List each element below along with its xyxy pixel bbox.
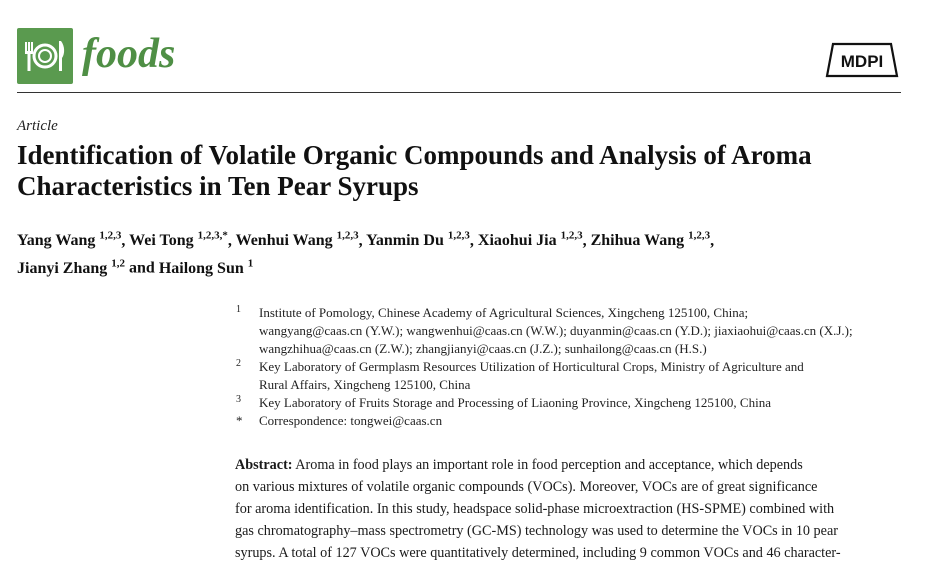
affiliation-line: Key Laboratory of Germplasm Resources Utilization of Horticultural Crops, Ministry of Agriculture and [259,359,804,374]
author[interactable]: Wenhui Wang $^{1,2,3}$ [235,230,359,250]
author[interactable]: Zhihua Wang $^{1,2,3}$ [590,230,711,250]
abstract [235,454,903,564]
correspondence-email[interactable]: Correspondence: tongwei@caas.cn [259,413,443,428]
correspondence [234,412,914,430]
author[interactable]: Wei Tong $^{1,2,3,*}$ [129,230,228,250]
publisher-name: MDPI [840,52,884,71]
abstract-line: for aroma identification. In this study, headspace solid-phase microextraction (HS-SPME) combined with [235,501,835,517]
affiliation-marker: 2 [236,358,241,369]
affiliation-line: Key Laboratory of Fruits Storage and Processing of Liaoning Province, Xingcheng 125100, China [259,395,771,410]
affiliation-marker: 3 [236,394,241,405]
foods-logo-icon [17,28,73,84]
author[interactable]: Yang Wang $^{1,2,3}$ [17,230,122,250]
correspondence-marker: * [236,413,243,428]
mdpi-logo-icon [825,42,899,83]
affiliation-emails[interactable]: wangyang@caas.cn (Y.W.); wangwenhui@caas.cn (W.W.); duyanmin@caas.cn (Y.D.); jiaxiaohui@caas.cn (X.J.); [259,323,853,338]
abstract-label: Abstract: [235,457,293,473]
header-divider [17,92,901,93]
affiliation-line: Rural Affairs, Xingcheng 125100, China [259,377,471,392]
abstract-line: Aroma in food plays an important role in food perception and acceptance, which depends [295,457,803,473]
article-title: Identification of Volatile Organic Compounds and Analysis of Aroma Characteristics in Ten Pear Syrups [17,140,812,201]
journal-name: foods [82,31,176,77]
affiliation-2 [234,358,914,394]
author[interactable]: Xiaohui Jia $^{1,2,3}$ [477,230,583,250]
author[interactable]: Yanmin Du $^{1,2,3}$ [366,230,470,250]
abstract-line: gas chromatography–mass spectrometry (GC-MS) technology was used to determine the VOCs in 10 pear [235,523,838,539]
article-type: Article [17,118,58,134]
affiliation-1 [234,304,914,358]
author-list: Yang Wang $^{1,2,3}$, Wei Tong $^{1,2,3,*}$, Wenhui Wang $^{1,2,3}$, Yanmin Du $^{1,2,3}$, Xiaohui Jia $^{1,2,3}$, Zhihua Wang $^{1,2,3}$, Jianyi Zhang $^{1,2}$ and Hailong Sun $^1$ [17,230,715,277]
affiliation-marker: 1 [236,304,241,315]
author[interactable]: Jianyi Zhang $^{1,2}$ [17,257,126,277]
affiliation-3 [234,394,914,412]
affiliations [234,304,914,430]
journal-header [0,0,951,95]
affiliation-emails[interactable]: wangzhihua@caas.cn (Z.W.); zhangjianyi@caas.cn (J.Z.); sunhailong@caas.cn (H.S.) [259,341,707,356]
affiliation-line: Institute of Pomology, Chinese Academy of Agricultural Sciences, Xingcheng 125100, China; [259,305,749,320]
abstract-line: syrups. A total of 127 VOCs were quantitatively determined, including 9 common VOCs and 46 character- [235,545,841,561]
abstract-line: on various mixtures of volatile organic compounds (VOCs). Moreover, VOCs are of great significance [235,479,818,495]
author[interactable]: Hailong Sun $^1$ [158,257,254,277]
